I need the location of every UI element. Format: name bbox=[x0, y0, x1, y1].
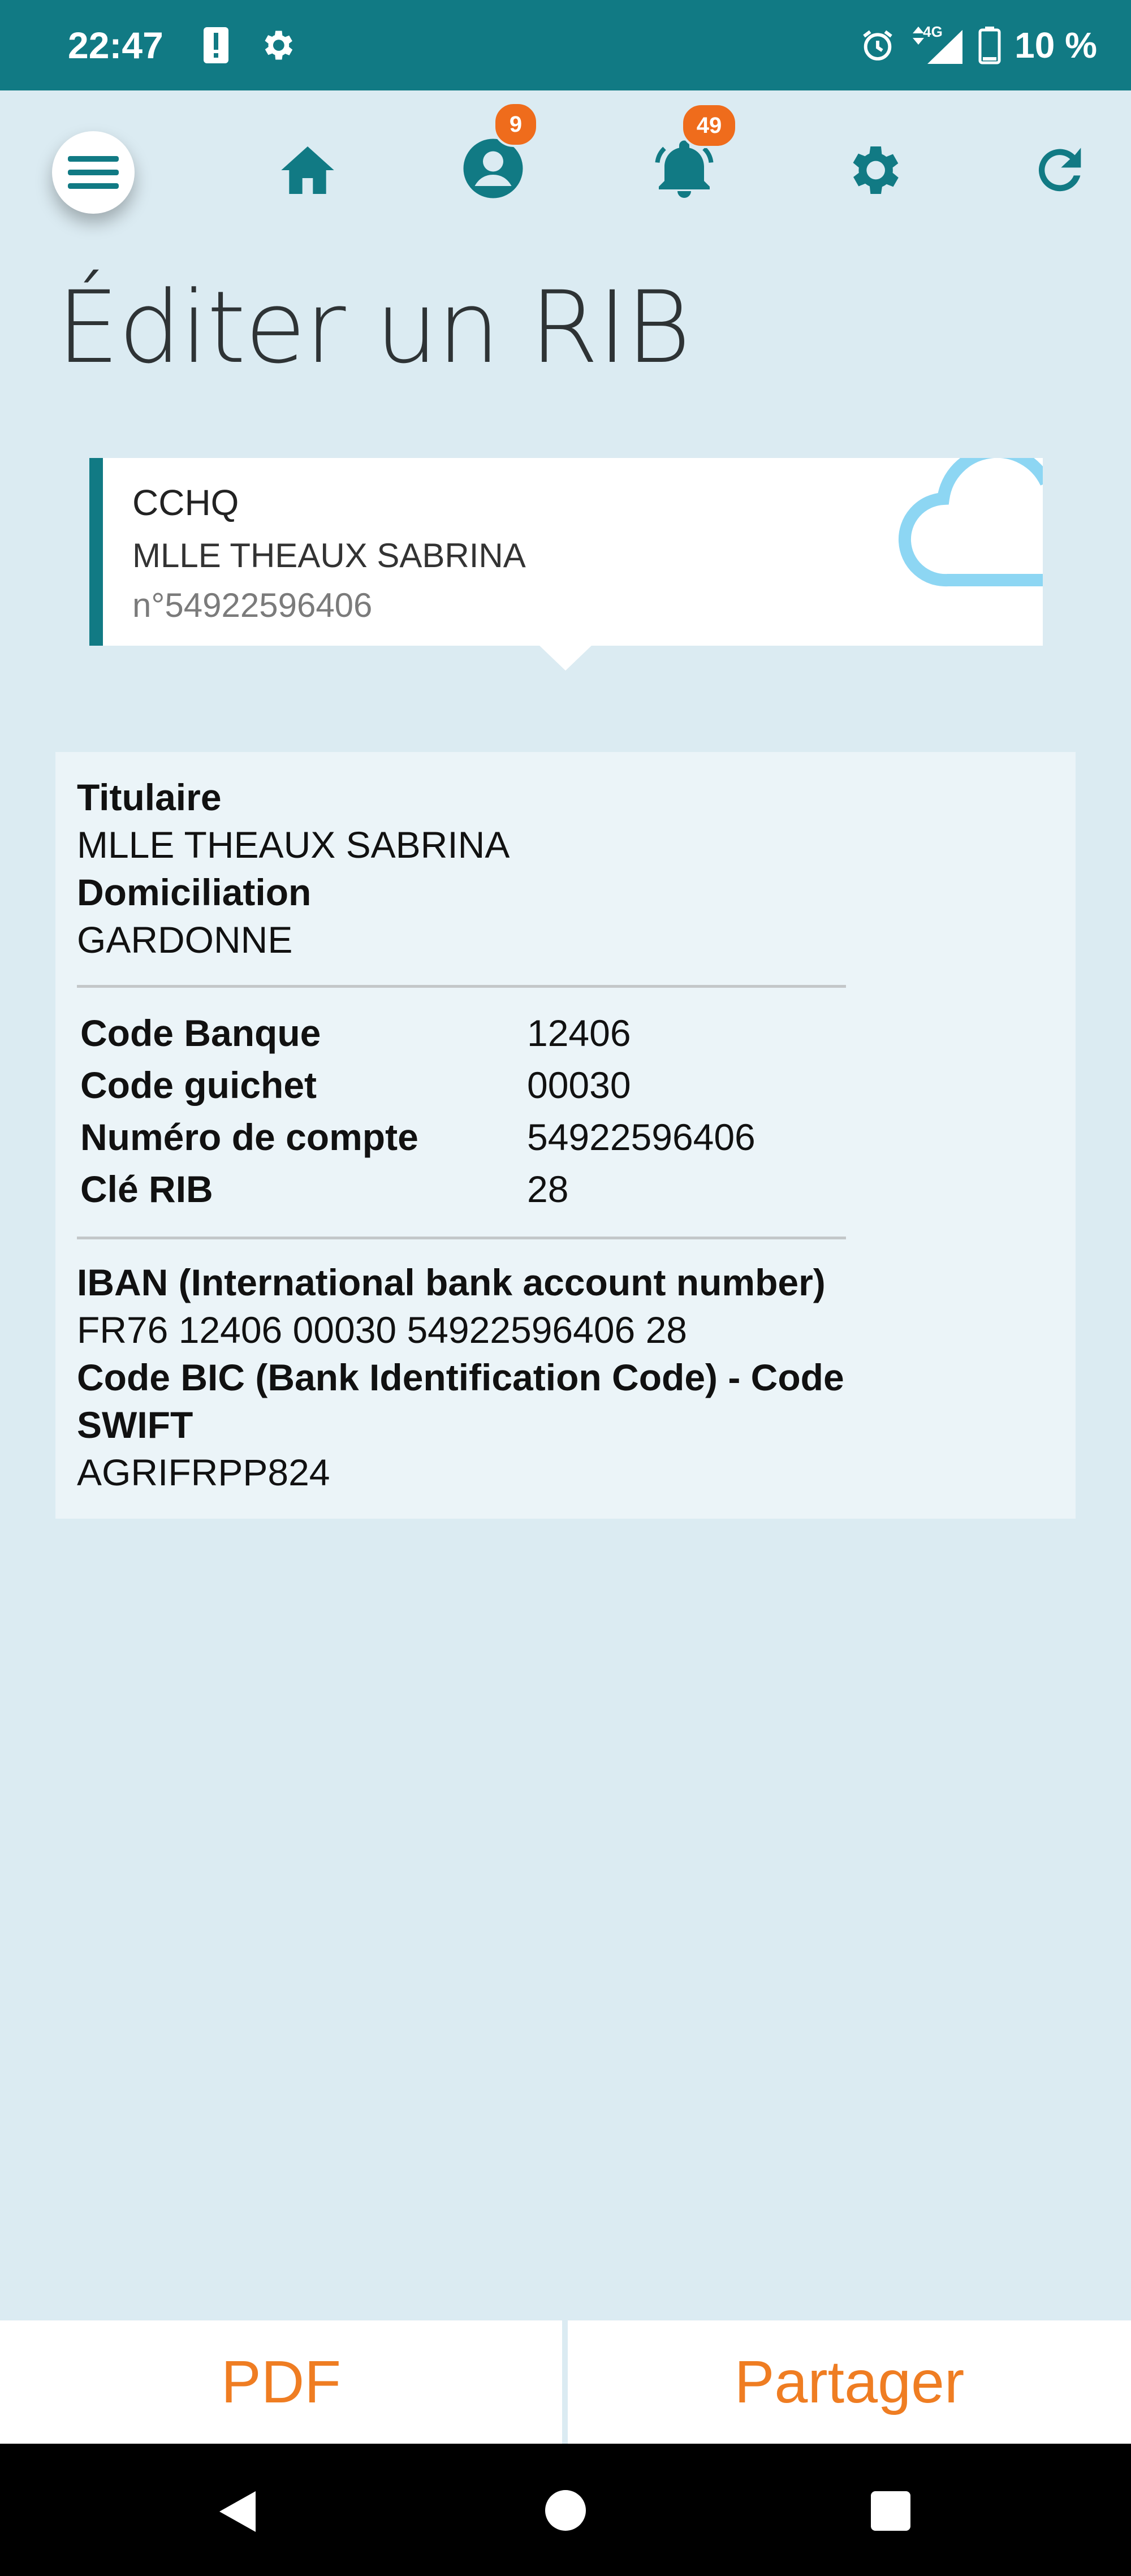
code-label: Code Banque bbox=[80, 1012, 321, 1054]
code-value: 00030 bbox=[527, 1064, 631, 1106]
signal-icon bbox=[908, 25, 965, 65]
pdf-button[interactable]: PDF bbox=[0, 2320, 562, 2444]
iban-label: IBAN (International bank account number) bbox=[77, 1261, 826, 1303]
page-title: Éditer un RIB bbox=[57, 270, 690, 386]
status-time: 22:47 bbox=[68, 24, 163, 66]
app-toolbar bbox=[0, 90, 1131, 260]
iban-value: FR76 12406 00030 54922596406 28 bbox=[77, 1309, 687, 1351]
gear-icon[interactable] bbox=[841, 139, 905, 202]
domiciliation-value: GARDONNE bbox=[77, 919, 293, 961]
code-guichet-row bbox=[77, 1059, 846, 1111]
code-label: Clé RIB bbox=[80, 1168, 213, 1210]
bic-value: AGRIFRPP824 bbox=[77, 1451, 330, 1493]
divider bbox=[77, 1237, 846, 1239]
menu-icon bbox=[52, 131, 135, 214]
battery-icon bbox=[977, 25, 1002, 65]
status-right bbox=[860, 23, 1097, 68]
cloud-icon bbox=[884, 458, 1043, 602]
share-button[interactable]: Partager bbox=[568, 2320, 1131, 2444]
account-card[interactable] bbox=[89, 458, 1043, 646]
battery-level: 10 % bbox=[1015, 25, 1097, 66]
refresh-icon[interactable] bbox=[1028, 139, 1091, 202]
advisor-button[interactable] bbox=[459, 112, 527, 202]
code-value: 28 bbox=[527, 1168, 569, 1210]
recents-icon[interactable] bbox=[870, 2490, 912, 2532]
titulaire-value: MLLE THEAUX SABRINA bbox=[77, 824, 510, 866]
numero-compte-row bbox=[77, 1111, 846, 1163]
notifications-button[interactable] bbox=[650, 113, 722, 204]
alarm-icon bbox=[860, 27, 896, 63]
code-label: Code guichet bbox=[80, 1064, 317, 1106]
system-nav-bar bbox=[0, 2444, 1131, 2576]
domiciliation-label: Domiciliation bbox=[77, 871, 312, 913]
status-bar bbox=[0, 0, 1131, 90]
account-holder: MLLE THEAUX SABRINA bbox=[132, 537, 526, 574]
titulaire-label: Titulaire bbox=[77, 776, 222, 818]
back-icon[interactable] bbox=[215, 2489, 260, 2534]
rib-details-panel bbox=[55, 752, 1076, 1519]
code-label: Numéro de compte bbox=[80, 1116, 418, 1158]
notifications-badge: 49 bbox=[681, 103, 737, 148]
action-bar bbox=[0, 2320, 1131, 2444]
alert-icon bbox=[201, 25, 231, 66]
account-number: n°54922596406 bbox=[132, 586, 373, 624]
network-type: 4G bbox=[923, 23, 943, 40]
home-circle-icon[interactable] bbox=[544, 2489, 587, 2532]
account-code: CCHQ bbox=[132, 482, 239, 523]
advisor-badge: 9 bbox=[493, 102, 538, 147]
code-value: 12406 bbox=[527, 1012, 631, 1054]
code-banque-row bbox=[77, 1007, 846, 1059]
home-icon[interactable] bbox=[276, 139, 339, 202]
bic-label: Code BIC (Bank Identification Code) - Code SWIFT bbox=[77, 1356, 844, 1446]
card-pointer bbox=[538, 645, 593, 671]
menu-button[interactable] bbox=[52, 131, 135, 214]
code-value: 54922596406 bbox=[527, 1116, 756, 1158]
cle-rib-row bbox=[77, 1163, 846, 1215]
gear-icon bbox=[258, 26, 296, 64]
divider bbox=[77, 985, 846, 988]
